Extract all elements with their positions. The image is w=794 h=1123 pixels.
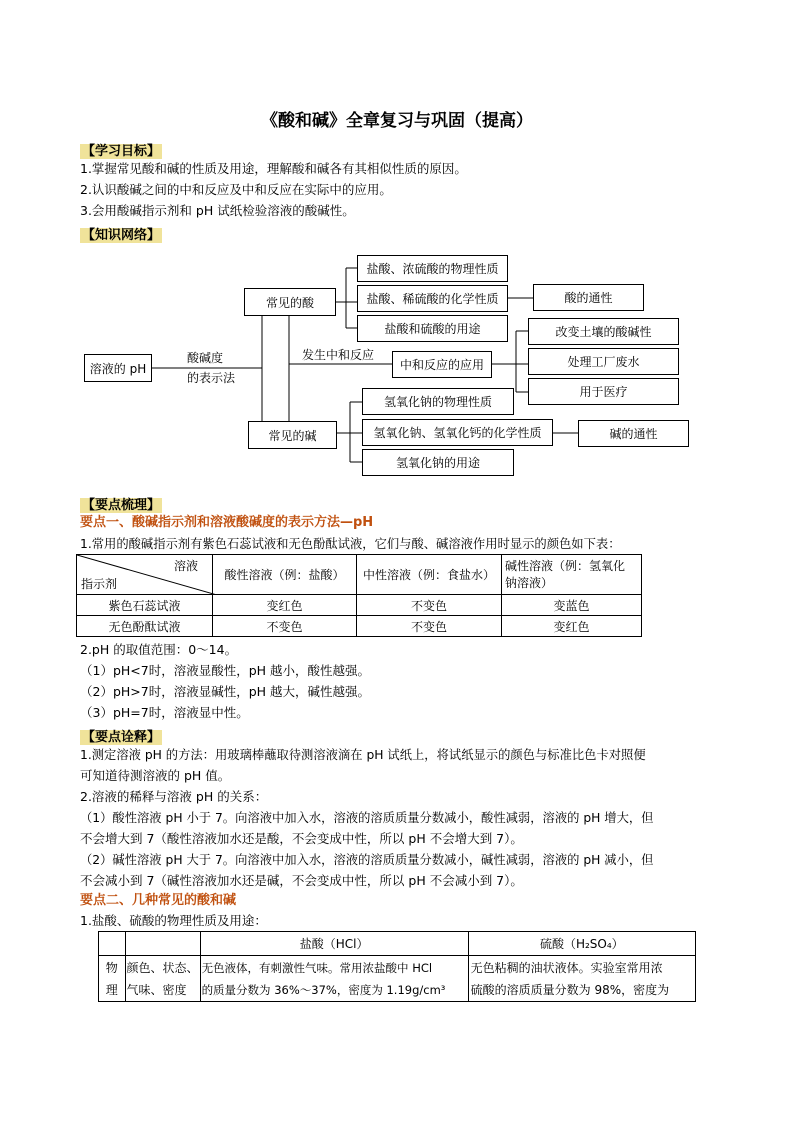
node-acid-physical: 盐酸、浓硫酸的物理性质: [357, 255, 508, 282]
h2so4-cell: 无色粘稠的油状液体。实验室常用浓 硫酸的溶质质量分数为 98%，密度为: [468, 956, 695, 1002]
goal-3: 3.会用酸碱指示剂和 pH 试纸检验溶液的酸碱性。: [80, 203, 355, 218]
header-h2so4: 硫酸（H₂SO₄）: [468, 932, 695, 956]
attr-cell: 颜色、状态、 气味、密度: [125, 956, 200, 1002]
node-base-common: 碱的通性: [578, 420, 689, 447]
node-base-physical: 氢氧化钠的物理性质: [362, 388, 514, 415]
header-neutral: 中性溶液（例：食盐水）: [356, 555, 501, 595]
explain-line-1: 1.测定溶液 pH 的方法：用玻璃棒蘸取待测溶液滴在 pH 试纸上，将试纸显示的颜色与标准比色卡对照便: [80, 748, 646, 762]
cell: 变蓝色: [501, 595, 641, 616]
corner-top: 溶液: [173, 559, 198, 573]
node-app-soil: 改变土壤的酸碱性: [528, 318, 679, 345]
node-common-bases: 常见的碱: [248, 421, 337, 449]
point2-title: 要点二、几种常见的酸和碱: [80, 893, 237, 908]
cell-empty-a: [99, 932, 126, 956]
table-row: [77, 616, 642, 637]
point2-line1: 1.盐酸、硫酸的物理性质及用途：: [80, 913, 267, 928]
table-row: [77, 595, 642, 616]
network-header: 【知识网络】: [82, 228, 161, 243]
indicator-table: [76, 554, 642, 637]
acid-properties-table: [98, 931, 696, 1002]
cell: 无色酚酞试液: [77, 616, 213, 637]
point1-line1: 1.常用的酸碱指示剂有紫色石蕊试液和无色酚酞试液，它们与酸、碱溶液作用时显示的颜色如下表：: [80, 537, 621, 551]
cell: 不变色: [356, 616, 501, 637]
node-app-wastewater: 处理工厂废水: [528, 348, 679, 375]
explain-line-5: 不会增大到 7（酸性溶液加水还是酸，不会变成中性，所以 pH 不会增大到 7）。: [80, 831, 523, 846]
cell: 紫色石蕊试液: [77, 595, 213, 616]
explain-header: 【要点诠释】: [82, 730, 161, 745]
label-neutralization: 发生中和反应: [302, 348, 375, 362]
cell: 变红色: [501, 616, 641, 637]
corner-bottom: 指示剂: [81, 577, 118, 591]
node-solution-ph: 溶液的 pH: [84, 354, 152, 382]
header-hcl: 盐酸（HCl）: [200, 932, 468, 956]
node-common-acids: 常见的酸: [244, 288, 336, 316]
explain-line-7: 不会减小到 7（碱性溶液加水还是碱，不会变成中性，所以 pH 不会减小到 7）。: [80, 873, 523, 888]
node-neutral-application: 中和反应的应用: [392, 351, 492, 378]
goal-1: 1.掌握常见酸和碱的性质及用途，理解酸和碱各有其相似性质的原因。: [80, 161, 467, 176]
review-header: 【要点梳理】: [82, 498, 161, 513]
goals-header: 【学习目标】: [82, 144, 161, 159]
ph-line-4: （3）pH=7时，溶液显中性。: [80, 705, 249, 720]
cell: 不变色: [356, 595, 501, 616]
page-title: 《酸和碱》全章复习与巩固（提高）: [261, 111, 533, 131]
label-acidity: 酸碱度: [187, 351, 224, 365]
explain-line-3: 2.溶液的稀释与溶液 pH 的关系：: [80, 789, 268, 804]
hcl-cell: 无色液体，有刺激性气味。常用浓盐酸中 HCl 的质量分数为 36%～37%，密度为 1.19g/cm³: [200, 956, 468, 1002]
corner-cell: [77, 555, 213, 595]
cell: 不变色: [212, 616, 356, 637]
ph-line-2: （1）pH<7时，溶液显酸性，pH 越小，酸性越强。: [80, 663, 371, 678]
table-row: [99, 956, 696, 1002]
explain-line-4: （1）酸性溶液 pH 小于 7。向溶液中加入水，溶液的溶质质量分数减小，酸性减弱，溶液的 pH 增大，但: [80, 811, 654, 825]
ph-line-1: 2.pH 的取值范围：0～14。: [80, 642, 238, 657]
ph-line-3: （2）pH>7时，溶液显碱性，pH 越大，碱性越强。: [80, 684, 371, 699]
node-acid-uses: 盐酸和硫酸的用途: [357, 315, 508, 342]
header-base: 碱性溶液（例：氢氧化 钠溶液）: [501, 555, 641, 595]
row-label: 物 理: [99, 956, 126, 1002]
label-expression: 的表示法: [187, 371, 236, 385]
cell: 变红色: [212, 595, 356, 616]
node-acid-common: 酸的通性: [533, 284, 644, 311]
node-app-medical: 用于医疗: [528, 378, 679, 405]
node-base-chemical: 氢氧化钠、氢氧化钙的化学性质: [362, 419, 553, 446]
node-base-uses: 氢氧化钠的用途: [362, 449, 514, 476]
explain-line-6: （2）碱性溶液 pH 大于 7。向溶液中加入水，溶液的溶质质量分数减小，碱性减弱，溶液的 pH 减小，但: [80, 853, 654, 867]
cell-empty-b: [125, 932, 200, 956]
node-acid-chemical: 盐酸、稀硫酸的化学性质: [357, 285, 508, 312]
goal-2: 2.认识酸碱之间的中和反应及中和反应在实际中的应用。: [80, 182, 392, 197]
header-acid: 酸性溶液（例：盐酸）: [212, 555, 356, 595]
point1-title: 要点一、酸碱指示剂和溶液酸碱度的表示方法—pH: [80, 515, 374, 530]
explain-line-2: 可知道待测溶液的 pH 值。: [80, 768, 231, 783]
